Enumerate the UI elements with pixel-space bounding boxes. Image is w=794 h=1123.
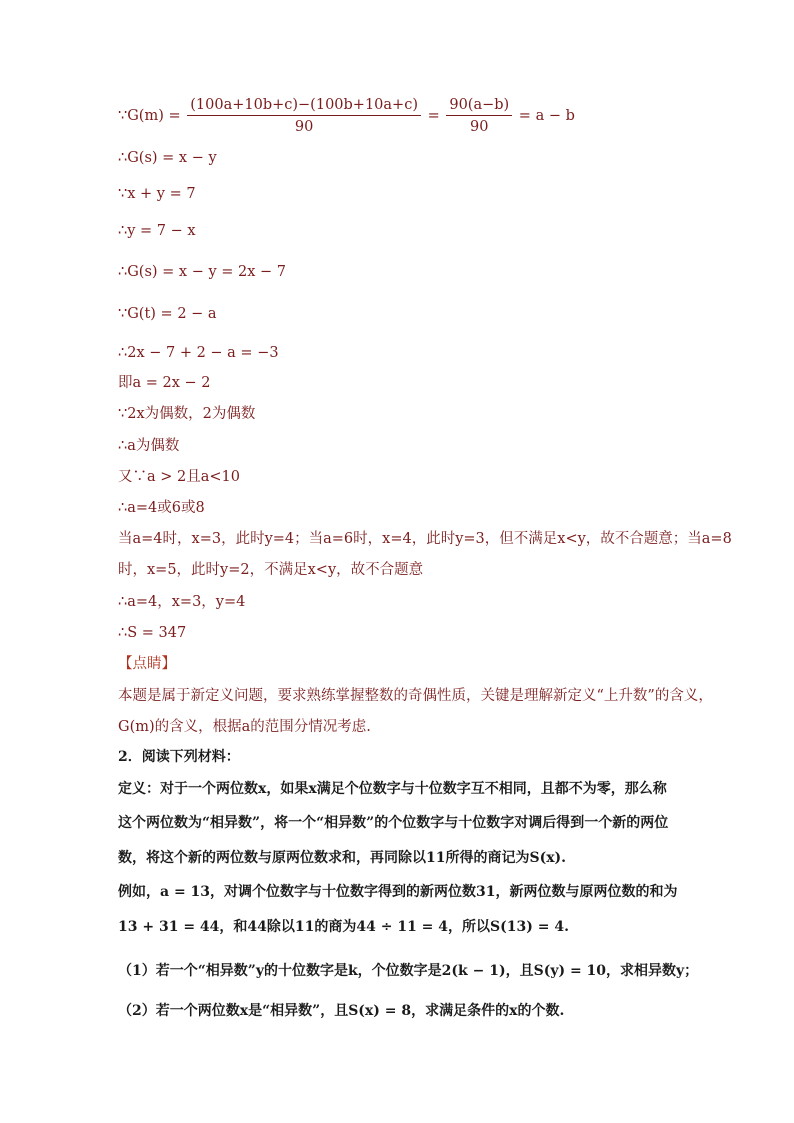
problem-2-definition-2: 这个两位数为“相异数”，将一个“相异数”的个位数字与十位数字对调后得到一个新的两位 [118, 815, 669, 831]
solution-line-10: ∴a为偶数 [118, 438, 180, 454]
solution-line-2: ∴G(s) = x − y [118, 150, 217, 166]
solution-line-4: ∴y = 7 − x [118, 223, 196, 239]
problem-2-definition-3: 数，将这个新的两位数与原两位数求和，再同除以11所得的商记为S(x). [118, 850, 567, 866]
solution-line-9: ∵2x为偶数，2为偶数 [118, 406, 256, 422]
problem-2-definition-1: 定义：对于一个两位数x，如果x满足个位数字与十位数字互不相同，且都不为零，那么称 [118, 781, 667, 797]
solution-line-1: ∵G(m) = $\frac{(100a+10b+c)-(100b+10a+c)}{90}$ = $\frac{90(a-b)}{90}$ = a − b [118, 97, 575, 135]
solution-line-7: ∴2x − 7 + 2 − a = −3 [118, 345, 279, 361]
solution-line-11: 又∵a > 2且a<10 [118, 469, 240, 485]
fraction-2: $\frac{90(a-b)}{90}$ [446, 96, 512, 136]
problem-2-title: 2．阅读下列材料： [118, 749, 240, 765]
solution-line-6: ∵G(t) = 2 − a [118, 306, 217, 322]
solution-line-15: ∴a=4，x=3，y=4 [118, 594, 246, 610]
solution-line-12: ∴a=4或6或8 [118, 500, 205, 516]
problem-2-example-1: 例如，a = 13，对调个位数字与十位数字得到的新两位数31，新两位数与原两位数的和为 [118, 884, 678, 900]
problem-2-example-2: 13 + 31 = 44，和44除以11的商为44 ÷ 11 = 4，所以S(13) = 4. [118, 919, 569, 935]
solution-line-13: 当a=4时，x=3，此时y=4；当a=6时，x=4，此时y=3，但不满足x<y，故不合题意；当a=8 [118, 531, 732, 547]
solution-line-16: ∴S = 347 [118, 625, 187, 641]
solution-line-14: 时，x=5，此时y=2，不满足x<y，故不合题意 [118, 562, 424, 578]
problem-2-question-2: （2）若一个两位数x是“相异数”，且S(x) = 8，求满足条件的x的个数. [118, 1003, 565, 1019]
comment-heading: 【点睛】 [118, 656, 176, 672]
comment-line-1: 本题是属于新定义问题，要求熟练掌握整数的奇偶性质，关键是理解新定义“上升数”的含义， [118, 688, 713, 704]
solution-line-8: 即a = 2x − 2 [118, 375, 211, 391]
solution-line-5: ∴G(s) = x − y = 2x − 7 [118, 264, 287, 280]
comment-line-2: G(m)的含义，根据a的范围分情况考虑. [118, 719, 371, 735]
fraction-1: $\frac{(100a+10b+c)-(100b+10a+c)}{90}$ [187, 96, 421, 136]
solution-line-3: ∵x + y = 7 [118, 186, 196, 202]
problem-2-question-1: （1）若一个“相异数”y的十位数字是k，个位数字是2(k − 1)，且S(y) = 10，求相异数y； [118, 963, 699, 979]
